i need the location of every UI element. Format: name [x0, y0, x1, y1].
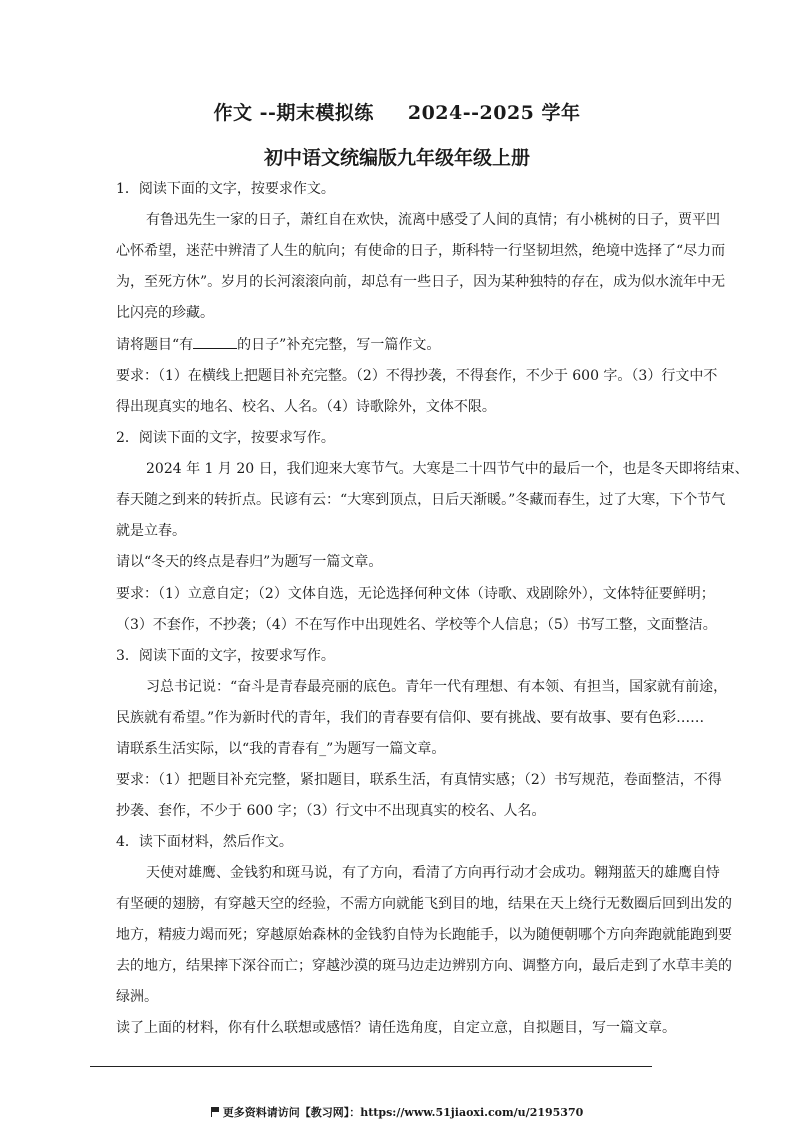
q3-heading: 3．阅读下面的文字，按要求写作。: [116, 648, 335, 664]
q1-paragraph-line: 心怀希望，迷茫中辨清了人生的航向；有使命的日子，斯科特一行坚韧坦然，绝境中选择了“尽力而: [116, 243, 726, 259]
q1-task: [116, 335, 706, 355]
title-part-1: 作文 --期末模拟练: [213, 102, 374, 124]
q4-paragraph-line: 绿洲。: [116, 989, 158, 1005]
q1-paragraph-line: 比闪亮的珍藏。: [116, 305, 214, 321]
q1-paragraph-line: 有鲁迅先生一家的日子，萧红自在欢快，流离中感受了人间的真情；有小桃树的日子，贾平凹: [146, 212, 720, 228]
document-title: [0, 98, 794, 125]
q2-paragraph-line: 就是立春。: [116, 523, 186, 539]
q1-task-prefix: 请将题目“有: [116, 337, 194, 353]
footer-link[interactable]: 更多资料请访问【教习网】：https://www.51jiaoxi.com/u/2195370: [222, 1106, 584, 1119]
q1-requirements-line: 得出现真实的地名、校名、人名。（4）诗歌除外，文体不限。: [116, 399, 496, 415]
q2-paragraph-line: 2024 年 1 月 20 日，我们迎来大寒节气。大寒是二十四节气中的最后一个，也是冬天即将结束、: [146, 461, 749, 477]
q2-requirements-line: 要求：（1）立意自定；（2）文体自选，无论选择何种文体（诗歌、戏剧除外），文体特征要鲜明；: [116, 586, 715, 602]
footer: [0, 1104, 794, 1120]
document-subtitle: 初中语文统编版九年级年级上册: [263, 147, 530, 169]
q4-heading: 4．读下面材料，然后作文。: [116, 834, 293, 850]
q1-requirements-line: 要求：（1）在横线上把题目补充完整。（2）不得抄袭，不得套作，不少于 600 字。（3）行文中不: [116, 368, 718, 384]
q1-paragraph-line: 为，至死方休”。岁月的长河滚滚向前，却总有一些日子，因为某种独特的存在，成为似水流年中无: [116, 274, 726, 290]
q1-task-suffix: 的日子”补充完整，写一篇作文。: [237, 337, 441, 353]
q1-heading: 1．阅读下面的文字，按要求作文。: [116, 181, 335, 197]
q2-paragraph-line: 春天随之到来的转折点。民谚有云：“大寒到顶点，日后天渐暖。”冬藏而春生，过了大寒，下个节气: [116, 492, 726, 508]
q3-requirements-line: 要求：（1）把题目补充完整，紧扣题目，联系生活，有真情实感；（2）书写规范，卷面整洁，不得: [116, 772, 722, 788]
footer-divider: [90, 1066, 652, 1067]
q3-paragraph-line: 习总书记说：“奋斗是青春最亮丽的底色。青年一代有理想、有本领、有担当，国家就有前途，: [146, 679, 728, 695]
q4-paragraph-line: 天使对雄鹰、金钱豹和斑马说，有了方向，看清了方向再行动才会成功。翱翔蓝天的雄鹰自恃: [146, 865, 720, 881]
q3-paragraph-line: 民族就有希望。”作为新时代的青年，我们的青春要有信仰、要有挑战、要有故事、要有色彩……: [116, 710, 705, 726]
q4-paragraph-line: 去的地方，结果摔下深谷而亡；穿越沙漠的斑马边走边辨别方向、调整方向，最后走到了水草丰美的: [116, 958, 732, 974]
q1-title-blank: [193, 336, 237, 349]
q2-task: 请以“冬天的终点是春归”为题写一篇文章。: [116, 554, 383, 570]
q3-task: 请联系生活实际，以“我的青春有_”为题写一篇文章。: [116, 741, 446, 757]
q4-paragraph-line: 有坚硬的翅膀，有穿越天空的经验，不需方向就能飞到目的地，结果在天上绕行无数圈后回到出发的: [116, 896, 732, 912]
q2-requirements-line: （3）不套作，不抄袭；（4）不在写作中出现姓名、学校等个人信息；（5）书写工整，文面整洁。: [116, 617, 717, 633]
flag-icon: [211, 1107, 220, 1117]
title-part-2: 2024--2025 学年: [407, 102, 581, 124]
q4-paragraph-line: 地方，精疲力竭而死；穿越原始森林的金钱豹自恃为长跑能手，以为随便朝哪个方向奔跑就能跑到要: [116, 927, 732, 943]
q4-task: 读了上面的材料，你有什么联想或感悟？请任选角度，自定立意，自拟题目，写一篇文章。: [116, 1020, 676, 1036]
q2-heading: 2．阅读下面的文字，按要求写作。: [116, 430, 335, 446]
q3-requirements-line: 抄袭、套作，不少于 600 字；（3）行文中不出现真实的校名、人名。: [116, 803, 546, 819]
